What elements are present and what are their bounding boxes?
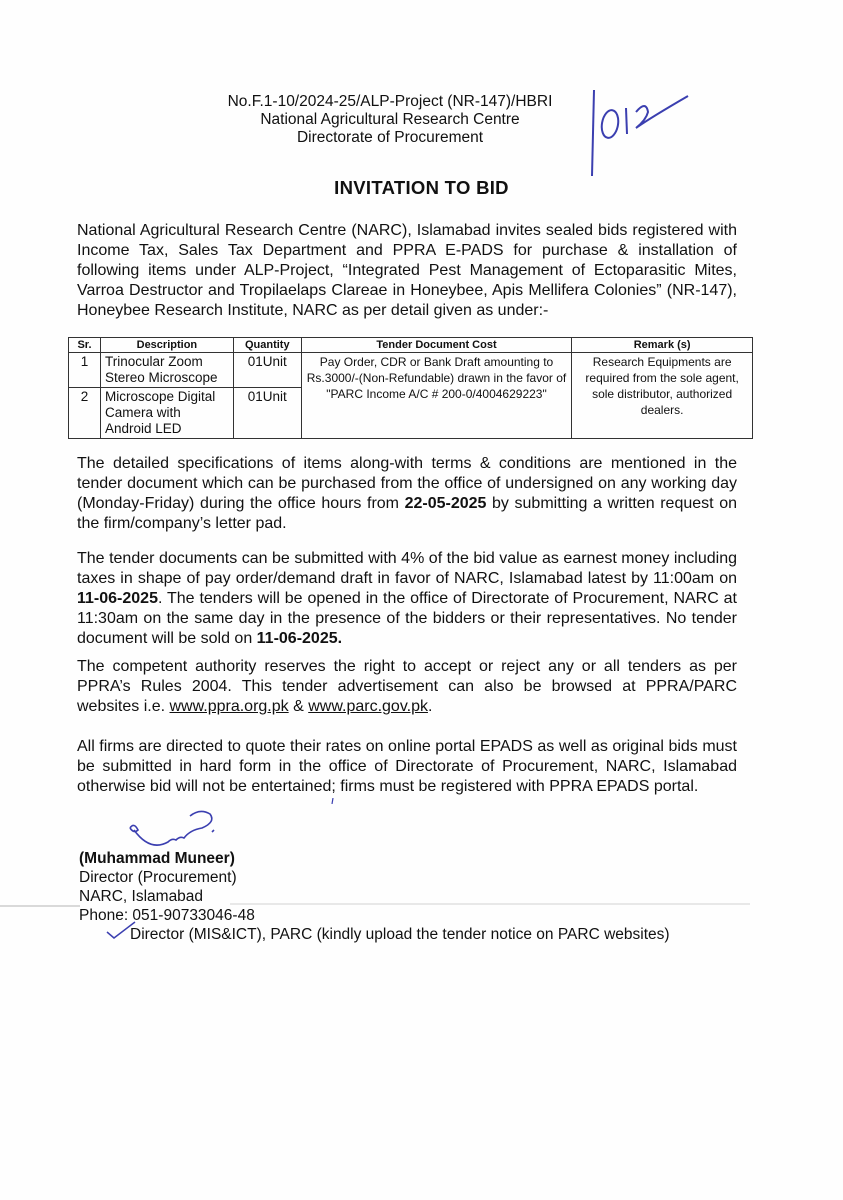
scan-artifact — [0, 905, 80, 907]
cell-remarks: Research Equipments are required from the sole agent, sole distributor, authorized dealers. — [572, 353, 753, 439]
copy-to-line: Director (MIS&ICT), PARC (kindly upload the tender notice on PARC websites) — [130, 926, 670, 943]
items-table — [68, 337, 753, 439]
handwritten-diary-number-icon — [590, 86, 720, 181]
para-text: The detailed specifications of items along-with terms & conditions are mentioned in the tender document which can be purchased from the office of undersigned on any working day (Monday-Friday) during the office hours from — [77, 455, 737, 512]
signatory-office: NARC, Islamabad — [79, 888, 204, 905]
signatory-designation: Director (Procurement) — [79, 869, 237, 886]
para-text: The competent authority reserves the right to accept or reject any or all tenders as per PPRA’s Rules 2004. This tender advertisement can also be browsed at PPRA/PARC websites i.e. — [77, 658, 737, 715]
cell-description: Microscope Digital Camera with Android LED — [100, 388, 233, 439]
department-name: Directorate of Procurement — [296, 129, 484, 146]
header-remarks: Remark (s) — [572, 338, 753, 353]
epads-paragraph: All firms are directed to quote their rates on online portal EPADS as well as original bids must be submitted in hard form in the office of Directorate of Procurement, NARC, Islamabad otherwise bid will not be entertained; firms must be registered with PPRA EPADS portal. — [77, 738, 737, 795]
submission-paragraph — [77, 549, 737, 649]
reference-number: No.F.1-10/2024-25/ALP-Project (NR-147)/HBRI — [227, 93, 553, 110]
signature-icon — [120, 808, 230, 854]
para-text: & — [288, 698, 309, 715]
no-sale-date: 11-06-2025. — [256, 630, 343, 647]
table-header-row — [69, 338, 753, 353]
purchase-start-date: 22-05-2025 — [404, 495, 487, 512]
parc-website-link[interactable]: www.parc.gov.pk — [308, 698, 428, 715]
document-title: INVITATION TO BID — [334, 177, 509, 198]
header-quantity: Quantity — [233, 338, 301, 353]
submission-date: 11-06-2025 — [77, 590, 158, 607]
header-sr: Sr. — [69, 338, 101, 353]
cell-tender-cost: Pay Order, CDR or Bank Draft amounting to Rs.3000/-(Non-Refundable) drawn in the favor of "PARC Income A/C # 200-0/4004629223" — [301, 353, 572, 439]
header-description: Description — [100, 338, 233, 353]
specifications-paragraph — [77, 454, 737, 534]
signatory-block — [79, 849, 255, 925]
para-text: . — [427, 698, 433, 715]
organization-name: National Agricultural Research Centre — [260, 111, 520, 128]
ppra-website-link[interactable]: www.ppra.org.pk — [169, 698, 289, 715]
signatory-name: (Muhammad Muneer) — [79, 850, 235, 867]
cell-quantity: 01Unit — [233, 388, 301, 439]
para-text: The tender documents can be submitted with 4% of the bid value as earnest money including taxes in shape of pay order/demand draft in favor of NARC, Islamabad latest by 11:00am on — [77, 550, 737, 587]
cell-sr: 2 — [69, 388, 101, 439]
para-text: by submitting a written request on the firm/company’s letter pad. — [77, 495, 737, 532]
signatory-phone: Phone: 051-90733046-48 — [79, 907, 255, 924]
letter-header — [200, 93, 580, 147]
pen-dot-icon — [331, 798, 335, 804]
authority-paragraph — [77, 657, 737, 717]
table-row — [69, 353, 753, 388]
para-text: . The tenders will be opened in the office of Directorate of Procurement, NARC at 11:30am on the same day in the presence of the bidders or their representatives. No tender document will be sold on — [77, 590, 737, 647]
cell-sr: 1 — [69, 353, 101, 388]
intro-paragraph: National Agricultural Research Centre (NARC), Islamabad invites sealed bids registered with Income Tax, Sales Tax Department and PPRA E-PADS for purchase & installation of following items under ALP-Project, “Integrated Pest Management of Ectoparasitic Mites, Varroa Destructor and Tropilaelaps Clareae in Honeybee, Apis Mellifera Colonies” (NR-147), Honeybee Research Institute, NARC as per detail given as under:- — [77, 222, 737, 319]
cell-quantity: 01Unit — [233, 353, 301, 388]
header-tender-cost: Tender Document Cost — [301, 338, 572, 353]
cell-description: Trinocular Zoom Stereo Microscope — [100, 353, 233, 388]
scan-artifact — [230, 903, 750, 905]
